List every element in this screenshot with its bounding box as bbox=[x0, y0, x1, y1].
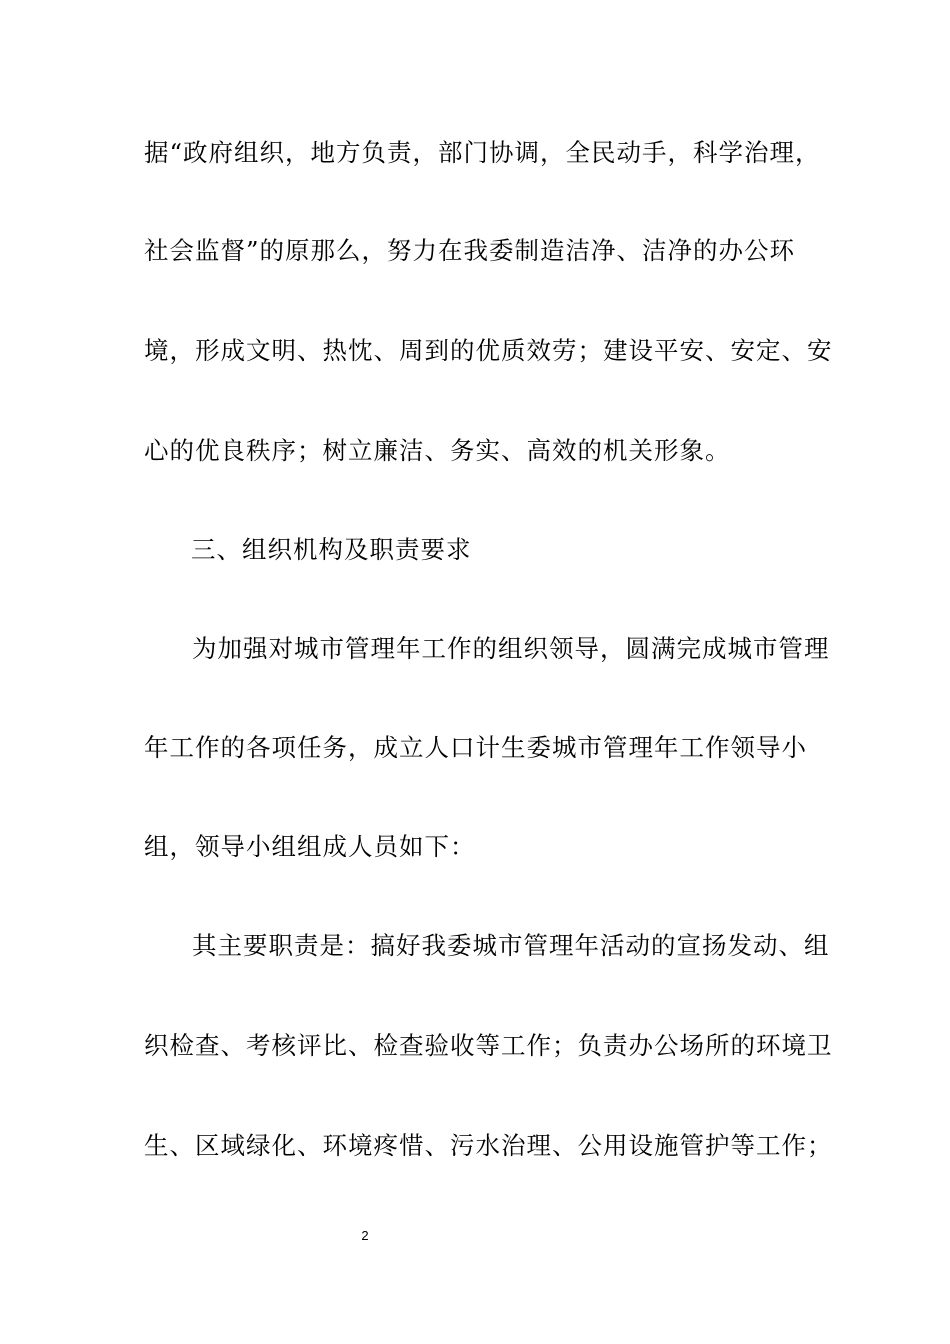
body-text-line: 年工作的各项任务，成立人口计生委城市管理年工作领导小 bbox=[144, 733, 807, 762]
body-text-line: 组，领导小组组成人员如下： bbox=[144, 832, 476, 861]
body-text-line: 据“政府组织，地方负责，部门协调，全民动手，科学治理， bbox=[144, 138, 821, 167]
body-text-line: 心的优良秩序；树立廉洁、务实、高效的机关形象。 bbox=[144, 436, 731, 465]
body-text-line: 生、区域绿化、环境疼惜、污水治理、公用设施管护等工作； bbox=[144, 1131, 833, 1160]
page-number: 2 bbox=[361, 1228, 369, 1243]
body-text-line: 为加强对城市管理年工作的组织领导，圆满完成城市管理 bbox=[192, 634, 830, 663]
body-text-line: 其主要职责是：搞好我委城市管理年活动的宣扬发动、组 bbox=[192, 931, 830, 960]
body-text-line: 社会监督”的原那么，努力在我委制造洁净、洁净的办公环 bbox=[144, 236, 796, 265]
body-text-line: 织检查、考核评比、检查验收等工作；负责办公场所的环境卫 bbox=[144, 1031, 833, 1060]
body-text-line: 境，形成文明、热忱、周到的优质效劳；建设平安、安定、安 bbox=[144, 336, 833, 365]
section-heading: 三、组织机构及职责要求 bbox=[191, 535, 472, 564]
